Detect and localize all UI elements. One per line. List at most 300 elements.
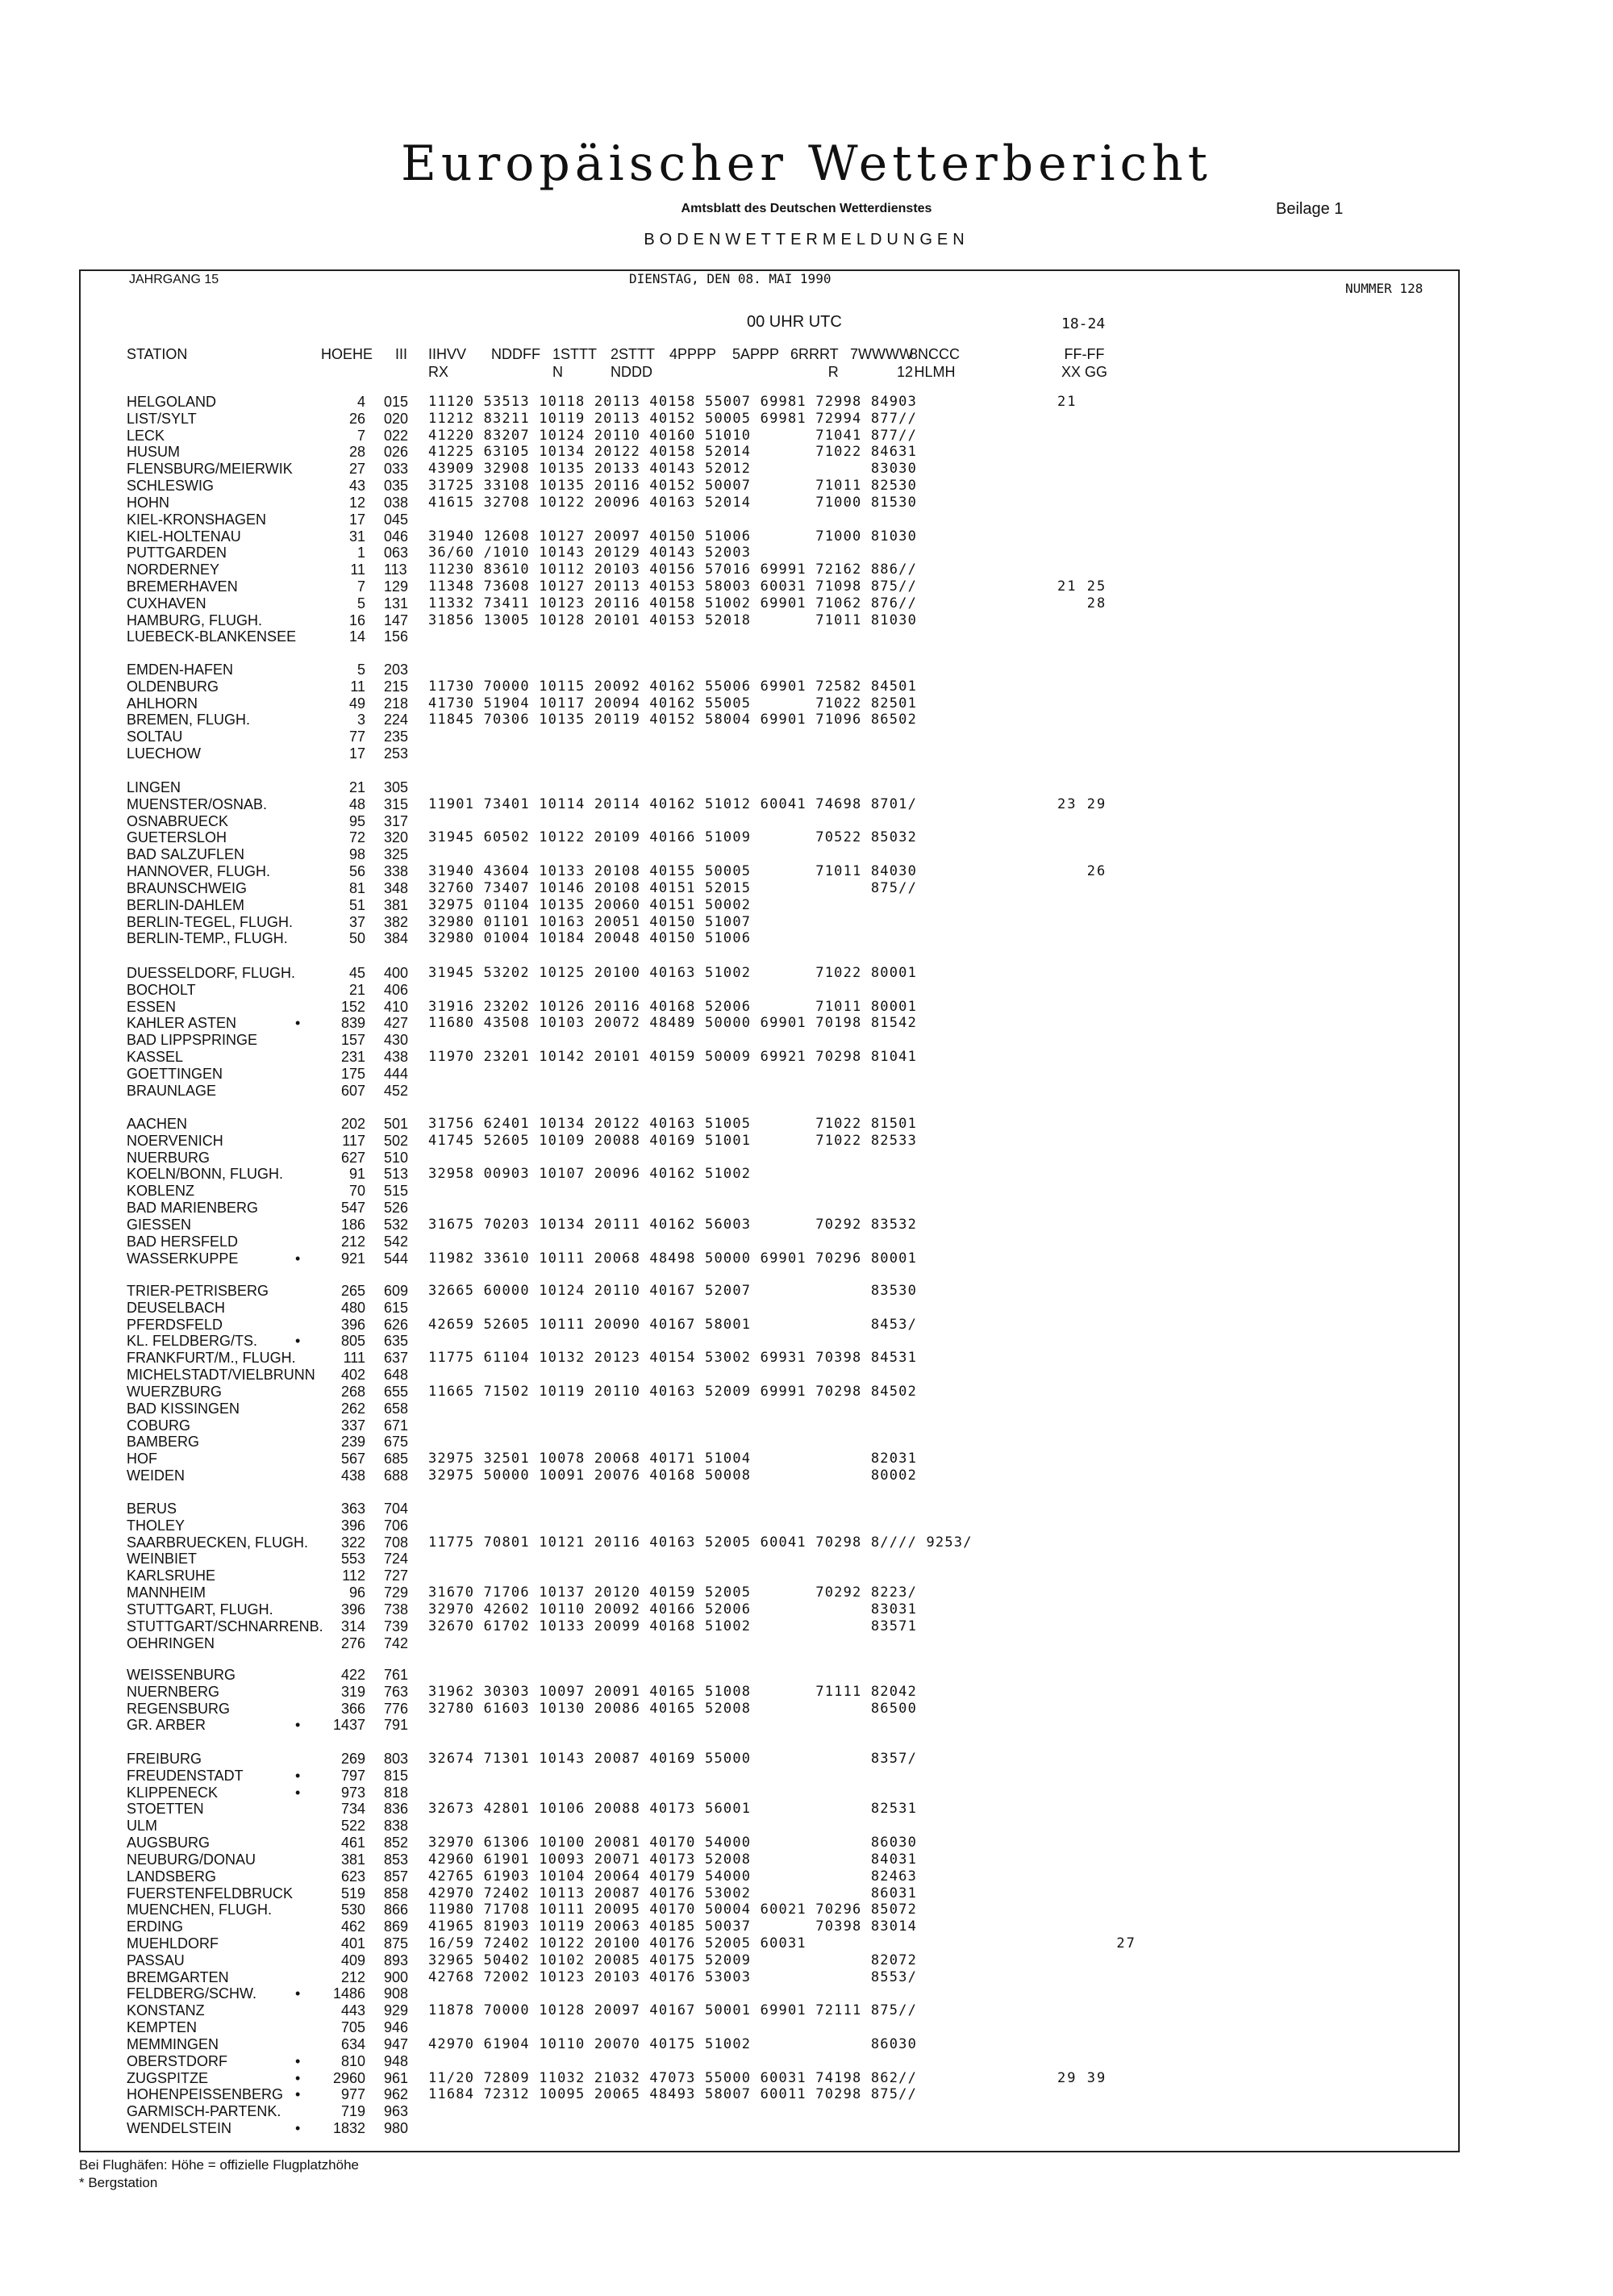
station-id: 045 xyxy=(384,511,409,528)
station-id: 384 xyxy=(384,930,409,947)
mountain-station-mark: • xyxy=(295,1784,301,1801)
station-name: ULM xyxy=(127,1818,158,1835)
station-height: 26 xyxy=(348,410,365,427)
station-name: DEUSELBACH xyxy=(127,1299,226,1316)
station-name: SOLTAU xyxy=(127,728,183,745)
col-iihvv: IIHVV RX xyxy=(428,346,467,380)
station-height: 553 xyxy=(340,1551,365,1568)
station-id: 325 xyxy=(384,846,409,863)
station-id: 869 xyxy=(384,1918,409,1935)
observation-groups: 31945 53202 10125 20100 40163 51002 71022 80001 xyxy=(428,965,918,981)
station-id: 791 xyxy=(384,1717,409,1734)
station-id: 948 xyxy=(384,2052,409,2069)
station-id: 035 xyxy=(384,478,409,495)
observation-groups: 11665 71502 10119 20110 40163 52009 69991 70298 84502 xyxy=(428,1383,918,1400)
observation-groups: 31856 13005 10128 20101 40153 52018 71011 81030 xyxy=(428,612,918,628)
observation-groups: 11348 73608 10127 20113 40153 58003 60031 71098 875// xyxy=(428,578,918,595)
observation-groups: 32958 00903 10107 20096 40162 51002 xyxy=(428,1166,752,1183)
observation-groups: 41965 81903 10119 20063 40185 50037 70398 83014 xyxy=(428,1918,918,1935)
station-name: KAHLER ASTEN xyxy=(127,1015,237,1032)
section-title: BODENWETTERMELDUNGEN xyxy=(644,231,969,248)
station-height: 111 xyxy=(343,1350,365,1367)
station-name: ERDING xyxy=(127,1918,184,1935)
station-height: 48 xyxy=(348,795,365,812)
mountain-station-mark: • xyxy=(295,1015,301,1032)
station-name: BERUS xyxy=(127,1501,177,1517)
station-name: KASSEL xyxy=(127,1049,184,1066)
observation-groups: 42970 61904 10110 20070 40175 51002 86030 xyxy=(428,2035,918,2052)
observation-groups: 41220 83207 10124 20110 40160 51010 71041 877// xyxy=(428,427,918,444)
station-name: BREMGARTEN xyxy=(127,1968,229,1985)
station-height: 734 xyxy=(340,1801,365,1818)
observation-groups: 31945 60502 10122 20109 40166 51009 70522 85032 xyxy=(428,829,918,846)
station-height: 5 xyxy=(356,595,365,612)
observation-groups: 41745 52605 10109 20088 40169 51001 71022 82533 xyxy=(428,1132,918,1149)
station-height: 337 xyxy=(340,1417,365,1434)
station-height: 95 xyxy=(348,812,365,829)
station-height: 461 xyxy=(340,1835,365,1851)
station-height: 314 xyxy=(340,1618,365,1634)
station-height: 366 xyxy=(340,1700,365,1717)
station-name: OBERSTDORF xyxy=(127,2052,228,2069)
observation-groups: 31756 62401 10134 20122 40163 51005 71022 81501 xyxy=(428,1116,918,1132)
observation-groups: 11730 70000 10115 20092 40162 55006 69901 72582 84501 xyxy=(428,678,918,695)
station-id: 675 xyxy=(384,1434,409,1451)
station-id: 020 xyxy=(384,410,409,427)
station-name: WENDELSTEIN xyxy=(127,2120,232,2137)
station-height: 627 xyxy=(340,1149,365,1166)
footnote-mountain-station: * Bergstation xyxy=(79,2175,158,2190)
station-name: AHLHORN xyxy=(127,695,198,712)
station-name: HELGOLAND xyxy=(127,394,217,410)
station-id: 729 xyxy=(384,1584,409,1601)
station-id: 626 xyxy=(384,1316,409,1333)
station-height: 1832 xyxy=(332,2120,365,2137)
station-height: 269 xyxy=(340,1751,365,1767)
station-name: GUETERSLOH xyxy=(127,829,227,846)
station-height: 11 xyxy=(350,678,365,695)
observation-groups: 11212 83211 10119 20113 40152 50005 69981 72994 877// xyxy=(428,410,918,427)
observation-groups: 31940 43604 10133 20108 40155 50005 71011 84030 xyxy=(428,863,918,880)
station-name: BERLIN-DAHLEM xyxy=(127,896,245,913)
station-id: 515 xyxy=(384,1183,409,1200)
station-name: LECK xyxy=(127,427,165,444)
station-height: 422 xyxy=(340,1667,365,1683)
station-id: 444 xyxy=(384,1065,409,1082)
station-id: 026 xyxy=(384,444,409,461)
observation-groups: 31916 23202 10126 20116 40168 52006 71011 80001 xyxy=(428,998,918,1015)
col-1sttt: 1STTT N xyxy=(552,346,598,380)
station-name: BOCHOLT xyxy=(127,981,196,998)
station-height: 607 xyxy=(340,1082,365,1099)
station-name: LANDSBERG xyxy=(127,1868,217,1885)
station-name: THOLEY xyxy=(127,1517,185,1534)
station-height: 28 xyxy=(348,444,365,461)
extra-groups: 28 xyxy=(1057,595,1107,612)
observation-groups: 11332 73411 10123 20116 40158 51002 69901 71062 876// xyxy=(428,595,918,612)
station-name: FRANKFURT/M., FLUGH. xyxy=(127,1350,296,1367)
observation-groups: 11982 33610 10111 20068 48498 50000 69901 70296 80001 xyxy=(428,1250,918,1267)
station-id: 381 xyxy=(384,896,409,913)
col-2sttt: 2STTT NDDD xyxy=(611,346,656,380)
station-name: HOF xyxy=(127,1451,157,1467)
station-height: 623 xyxy=(340,1868,365,1885)
station-name: PASSAU xyxy=(127,1952,185,1968)
observation-groups: 41615 32708 10122 20096 40163 52014 71000 81530 xyxy=(428,494,918,511)
station-name: GARMISCH-PARTENK. xyxy=(127,2103,281,2120)
col-nddff: NDDFF xyxy=(491,346,540,362)
station-id: 637 xyxy=(384,1350,409,1367)
station-id: 113 xyxy=(384,561,407,578)
station-id: 671 xyxy=(384,1417,409,1434)
station-height: 547 xyxy=(340,1200,365,1217)
station-name: MUENCHEN, FLUGH. xyxy=(127,1902,273,1918)
station-id: 875 xyxy=(384,1935,409,1952)
station-height: 409 xyxy=(340,1952,365,1968)
extra-time-range: 18-24 xyxy=(1061,315,1106,332)
station-name: WEINBIET xyxy=(127,1551,198,1568)
station-id: 129 xyxy=(384,578,409,595)
station-name: BREMERHAVEN xyxy=(127,578,238,595)
station-height: 7 xyxy=(356,427,365,444)
station-id: 858 xyxy=(384,1885,409,1902)
station-name: KONSTANZ xyxy=(127,2002,205,2019)
station-height: 21 xyxy=(348,779,365,795)
station-name: NOERVENICH xyxy=(127,1132,223,1149)
station-name: LUECHOW xyxy=(127,745,202,762)
mountain-station-mark: • xyxy=(295,2086,301,2103)
station-height: 117 xyxy=(342,1132,365,1149)
observation-groups: 31940 12608 10127 20097 40150 51006 71000 81030 xyxy=(428,528,918,545)
station-id: 900 xyxy=(384,1968,409,1985)
observation-groups: 31962 30303 10097 20091 40165 51008 71111 82042 xyxy=(428,1683,918,1700)
station-id: 131 xyxy=(384,595,409,612)
station-name: AUGSBURG xyxy=(127,1835,210,1851)
observation-groups: 43909 32908 10135 20133 40143 52012 83030 xyxy=(428,461,918,478)
observation-groups: 42765 61903 10104 20064 40179 54000 82463 xyxy=(428,1868,918,1885)
station-id: 763 xyxy=(384,1683,409,1700)
station-name: COBURG xyxy=(127,1417,191,1434)
station-id: 410 xyxy=(384,998,409,1015)
station-id: 033 xyxy=(384,461,409,478)
station-id: 688 xyxy=(384,1467,409,1484)
station-height: 3 xyxy=(356,712,365,728)
observation-groups: 31725 33108 10135 20116 40152 50007 71011 82530 xyxy=(428,478,918,495)
page-title: Europäischer Wetterbericht xyxy=(401,136,1212,192)
station-id: 908 xyxy=(384,1985,409,2002)
observation-groups: 11845 70306 10135 20119 40152 58004 69901 71096 86502 xyxy=(428,712,918,728)
station-id: 963 xyxy=(384,2103,409,2120)
station-name: KARLSRUHE xyxy=(127,1568,216,1584)
station-name: WEISSENBURG xyxy=(127,1667,236,1683)
station-height: 175 xyxy=(340,1065,365,1082)
station-id: 015 xyxy=(384,394,409,410)
station-height: 396 xyxy=(340,1601,365,1618)
station-height: 112 xyxy=(342,1568,365,1584)
station-height: 519 xyxy=(340,1885,365,1902)
station-name: BERLIN-TEMP., FLUGH. xyxy=(127,930,288,947)
col-iii: III xyxy=(395,346,408,362)
station-height: 43 xyxy=(348,478,365,495)
station-id: 046 xyxy=(384,528,409,545)
observation-groups: 32975 32501 10078 20068 40171 51004 82031 xyxy=(428,1451,918,1467)
station-height: 16 xyxy=(348,612,365,628)
station-id: 655 xyxy=(384,1383,409,1400)
station-height: 438 xyxy=(340,1467,365,1484)
station-height: 262 xyxy=(340,1400,365,1417)
station-id: 406 xyxy=(384,981,409,998)
station-height: 322 xyxy=(340,1534,365,1551)
observation-groups: 42960 61901 10093 20071 40173 52008 84031 xyxy=(428,1851,918,1868)
station-id: 609 xyxy=(384,1283,409,1299)
station-id: 853 xyxy=(384,1851,409,1868)
station-name: NUERBURG xyxy=(127,1149,210,1166)
station-height: 81 xyxy=(348,879,365,896)
station-name: GOETTINGEN xyxy=(127,1065,223,1082)
station-name: KOBLENZ xyxy=(127,1183,195,1200)
observation-time: 00 UHR UTC xyxy=(747,313,842,331)
observation-groups: 11680 43508 10103 20072 48489 50000 69901 70198 81542 xyxy=(428,1015,918,1032)
station-id: 510 xyxy=(384,1149,409,1166)
station-height: 810 xyxy=(340,2052,365,2069)
station-id: 382 xyxy=(384,913,409,930)
station-name: LINGEN xyxy=(127,779,181,795)
col-6rrrt: 6RRRT R xyxy=(790,346,839,380)
station-name: BAD SALZUFLEN xyxy=(127,846,245,863)
station-id: 776 xyxy=(384,1700,409,1717)
station-name: BRAUNLAGE xyxy=(127,1082,217,1099)
station-id: 235 xyxy=(384,728,409,745)
observation-groups: 11970 23201 10142 20101 40159 50009 69921 70298 81041 xyxy=(428,1049,918,1066)
station-height: 51 xyxy=(348,896,365,913)
station-height: 96 xyxy=(348,1584,365,1601)
station-id: 501 xyxy=(384,1116,409,1132)
station-height: 522 xyxy=(340,1818,365,1835)
col-4pppp: 4PPPP xyxy=(669,346,717,362)
observation-groups: 42659 52605 10111 20090 40167 58001 8453/ xyxy=(428,1316,918,1333)
station-height: 2960 xyxy=(332,2069,365,2086)
station-name: STUTTGART/SCHNARRENB. xyxy=(127,1618,323,1634)
station-height: 50 xyxy=(348,930,365,947)
station-id: 893 xyxy=(384,1952,409,1968)
station-height: 268 xyxy=(340,1383,365,1400)
station-id: 946 xyxy=(384,2019,409,2036)
station-id: 452 xyxy=(384,1082,409,1099)
station-name: KEMPTEN xyxy=(127,2019,198,2036)
station-name: LUEBECK-BLANKENSEE xyxy=(127,628,297,645)
station-height: 396 xyxy=(340,1517,365,1534)
station-id: 317 xyxy=(384,812,409,829)
observation-groups: 41225 63105 10134 20122 40158 52014 71022 84631 xyxy=(428,444,918,461)
station-height: 381 xyxy=(340,1851,365,1868)
station-height: 17 xyxy=(348,511,365,528)
station-height: 265 xyxy=(340,1283,365,1299)
station-id: 635 xyxy=(384,1333,409,1350)
station-height: 98 xyxy=(348,846,365,863)
station-id: 502 xyxy=(384,1132,409,1149)
station-height: 11 xyxy=(350,561,365,578)
station-height: 443 xyxy=(340,2002,365,2019)
station-id: 532 xyxy=(384,1216,409,1233)
extra-groups: 21 25 xyxy=(1057,578,1107,595)
station-name: PUTTGARDEN xyxy=(127,545,227,561)
station-name: KIEL-HOLTENAU xyxy=(127,528,241,545)
station-height: 56 xyxy=(348,863,365,880)
observation-groups: 11901 73401 10114 20114 40162 51012 60041 74698 8701/ xyxy=(428,795,918,812)
station-id: 544 xyxy=(384,1250,409,1267)
observation-groups: 32670 61702 10133 20099 40168 51002 83571 xyxy=(428,1618,918,1634)
station-name: MEMMINGEN xyxy=(127,2035,219,2052)
station-name: KL. FELDBERG/TS. xyxy=(127,1333,258,1350)
station-name: KIEL-KRONSHAGEN xyxy=(127,511,267,528)
station-name: GIESSEN xyxy=(127,1216,192,1233)
mountain-station-mark: • xyxy=(295,1717,301,1734)
extra-groups: 21 xyxy=(1057,394,1077,410)
issue-number: NUMMER 128 xyxy=(1345,281,1423,296)
station-height: 719 xyxy=(340,2103,365,2120)
station-name: OLDENBURG xyxy=(127,678,219,695)
station-id: 980 xyxy=(384,2120,409,2137)
extra-groups: 23 29 xyxy=(1057,795,1107,812)
station-height: 1 xyxy=(356,545,365,561)
station-height: 363 xyxy=(340,1501,365,1517)
station-id: 739 xyxy=(384,1618,409,1634)
station-height: 77 xyxy=(348,728,365,745)
station-id: 838 xyxy=(384,1818,409,1835)
volume-label: JAHRGANG 15 xyxy=(129,273,219,286)
station-height: 70 xyxy=(348,1183,365,1200)
station-name: MUENSTER/OSNAB. xyxy=(127,795,268,812)
observation-groups: 11684 72312 10095 20065 48493 58007 60011 70298 875// xyxy=(428,2086,918,2103)
observation-groups: 32975 01104 10135 20060 40151 50002 xyxy=(428,896,752,913)
observation-groups: 11775 70801 10121 20116 40163 52005 60041 70298 8//// 9253/ xyxy=(428,1534,973,1551)
station-height: 5 xyxy=(356,662,365,678)
observation-groups: 11/20 72809 11032 21032 47073 55000 60031 74198 862// xyxy=(428,2069,918,2086)
col-station: STATION xyxy=(127,346,188,362)
station-id: 929 xyxy=(384,2002,409,2019)
station-name: HOHENPEISSENBERG xyxy=(127,2086,284,2103)
station-height: 805 xyxy=(340,1333,365,1350)
station-name: SAARBRUECKEN, FLUGH. xyxy=(127,1534,309,1551)
station-id: 704 xyxy=(384,1501,409,1517)
station-name: REGENSBURG xyxy=(127,1700,231,1717)
footnote-airport-height: Bei Flughäfen: Höhe = offizielle Flugplatzhöhe xyxy=(79,2157,359,2173)
station-id: 224 xyxy=(384,712,409,728)
station-name: TRIER-PETRISBERG xyxy=(127,1283,269,1299)
station-name: WEIDEN xyxy=(127,1467,185,1484)
date-label: DIENSTAG, DEN 08. MAI 1990 xyxy=(629,271,832,286)
station-height: 276 xyxy=(340,1634,365,1651)
extra-groups: 29 39 xyxy=(1057,2069,1107,2086)
observation-groups: 32780 61603 10130 20086 40165 52008 86500 xyxy=(428,1700,918,1717)
station-id: 815 xyxy=(384,1767,409,1784)
station-id: 866 xyxy=(384,1902,409,1918)
station-id: 857 xyxy=(384,1868,409,1885)
mountain-station-mark: • xyxy=(295,2120,301,2137)
observation-groups: 42970 72402 10113 20087 40176 53002 86031 xyxy=(428,1885,918,1902)
station-name: AACHEN xyxy=(127,1116,188,1132)
station-height: 91 xyxy=(348,1166,365,1183)
station-height: 1486 xyxy=(332,1985,365,2002)
station-id: 430 xyxy=(384,1032,409,1049)
station-height: 72 xyxy=(348,829,365,846)
mountain-station-mark: • xyxy=(295,2069,301,2086)
station-id: 513 xyxy=(384,1166,409,1183)
station-name: WASSERKUPPE xyxy=(127,1250,239,1267)
station-id: 305 xyxy=(384,779,409,795)
station-id: 727 xyxy=(384,1568,409,1584)
station-name: FUERSTENFELDBRUCK xyxy=(127,1885,294,1902)
station-id: 852 xyxy=(384,1835,409,1851)
station-id: 685 xyxy=(384,1451,409,1467)
station-height: 797 xyxy=(340,1767,365,1784)
station-name: WUERZBURG xyxy=(127,1383,222,1400)
station-name: LIST/SYLT xyxy=(127,410,197,427)
station-height: 12 xyxy=(348,494,365,511)
station-id: 542 xyxy=(384,1233,409,1250)
station-name: STOETTEN xyxy=(127,1801,204,1818)
station-height: 239 xyxy=(340,1434,365,1451)
observation-groups: 11980 71708 10111 20095 40170 50004 60021 70296 85072 xyxy=(428,1902,918,1918)
station-name: FLENSBURG/MEIERWIK xyxy=(127,461,293,478)
observation-groups: 32975 50000 10091 20076 40168 50008 80002 xyxy=(428,1467,918,1484)
station-height: 212 xyxy=(340,1968,365,1985)
station-id: 253 xyxy=(384,745,409,762)
station-id: 706 xyxy=(384,1517,409,1534)
station-name: CUXHAVEN xyxy=(127,595,206,612)
station-id: 947 xyxy=(384,2035,409,2052)
observation-groups: 16/59 72402 10122 20100 40176 52005 60031 xyxy=(428,1935,806,1952)
station-name: BAD KISSINGEN xyxy=(127,1400,240,1417)
observation-groups: 31670 71706 10137 20120 40159 52005 70292 8223/ xyxy=(428,1584,918,1601)
station-name: EMDEN-HAFEN xyxy=(127,662,234,678)
station-name: FELDBERG/SCHW. xyxy=(127,1985,257,2002)
station-name: NORDERNEY xyxy=(127,561,220,578)
station-height: 21 xyxy=(348,981,365,998)
station-height: 4 xyxy=(356,394,365,410)
station-id: 761 xyxy=(384,1667,409,1683)
station-name: GR. ARBER xyxy=(127,1717,206,1734)
extra-groups: 26 xyxy=(1057,863,1107,880)
observation-groups: 41730 51904 10117 20094 40162 55005 71022 82501 xyxy=(428,695,918,712)
station-id: 218 xyxy=(384,695,409,712)
station-height: 1437 xyxy=(332,1717,365,1734)
station-name: MICHELSTADT/VIELBRUNN xyxy=(127,1367,315,1384)
station-height: 17 xyxy=(348,745,365,762)
station-name: HOHN xyxy=(127,494,169,511)
col-7wwww: 7WWWW 12 xyxy=(850,346,913,380)
station-id: 315 xyxy=(384,795,409,812)
station-id: 708 xyxy=(384,1534,409,1551)
col-5appp: 5APPP xyxy=(732,346,780,362)
publisher-subtitle: Amtsblatt des Deutschen Wetterdienstes xyxy=(681,202,932,215)
station-name: NEUBURG/DONAU xyxy=(127,1851,256,1868)
station-id: 147 xyxy=(384,612,409,628)
col-8nccc: 8NCCC HLMH xyxy=(910,346,961,380)
station-name: KOELN/BONN, FLUGH. xyxy=(127,1166,284,1183)
mountain-station-mark: • xyxy=(295,1985,301,2002)
station-height: 186 xyxy=(340,1216,365,1233)
station-id: 648 xyxy=(384,1367,409,1384)
station-name: DUESSELDORF, FLUGH. xyxy=(127,965,296,981)
station-height: 14 xyxy=(348,628,365,645)
observation-groups: 11120 53513 10118 20113 40158 55007 69981 72998 84903 xyxy=(428,394,918,410)
station-id: 836 xyxy=(384,1801,409,1818)
station-id: 962 xyxy=(384,2086,409,2103)
col-ff-ff: FF-FF XX GG xyxy=(1061,346,1108,380)
station-name: BAMBERG xyxy=(127,1434,200,1451)
station-height: 402 xyxy=(340,1367,365,1384)
